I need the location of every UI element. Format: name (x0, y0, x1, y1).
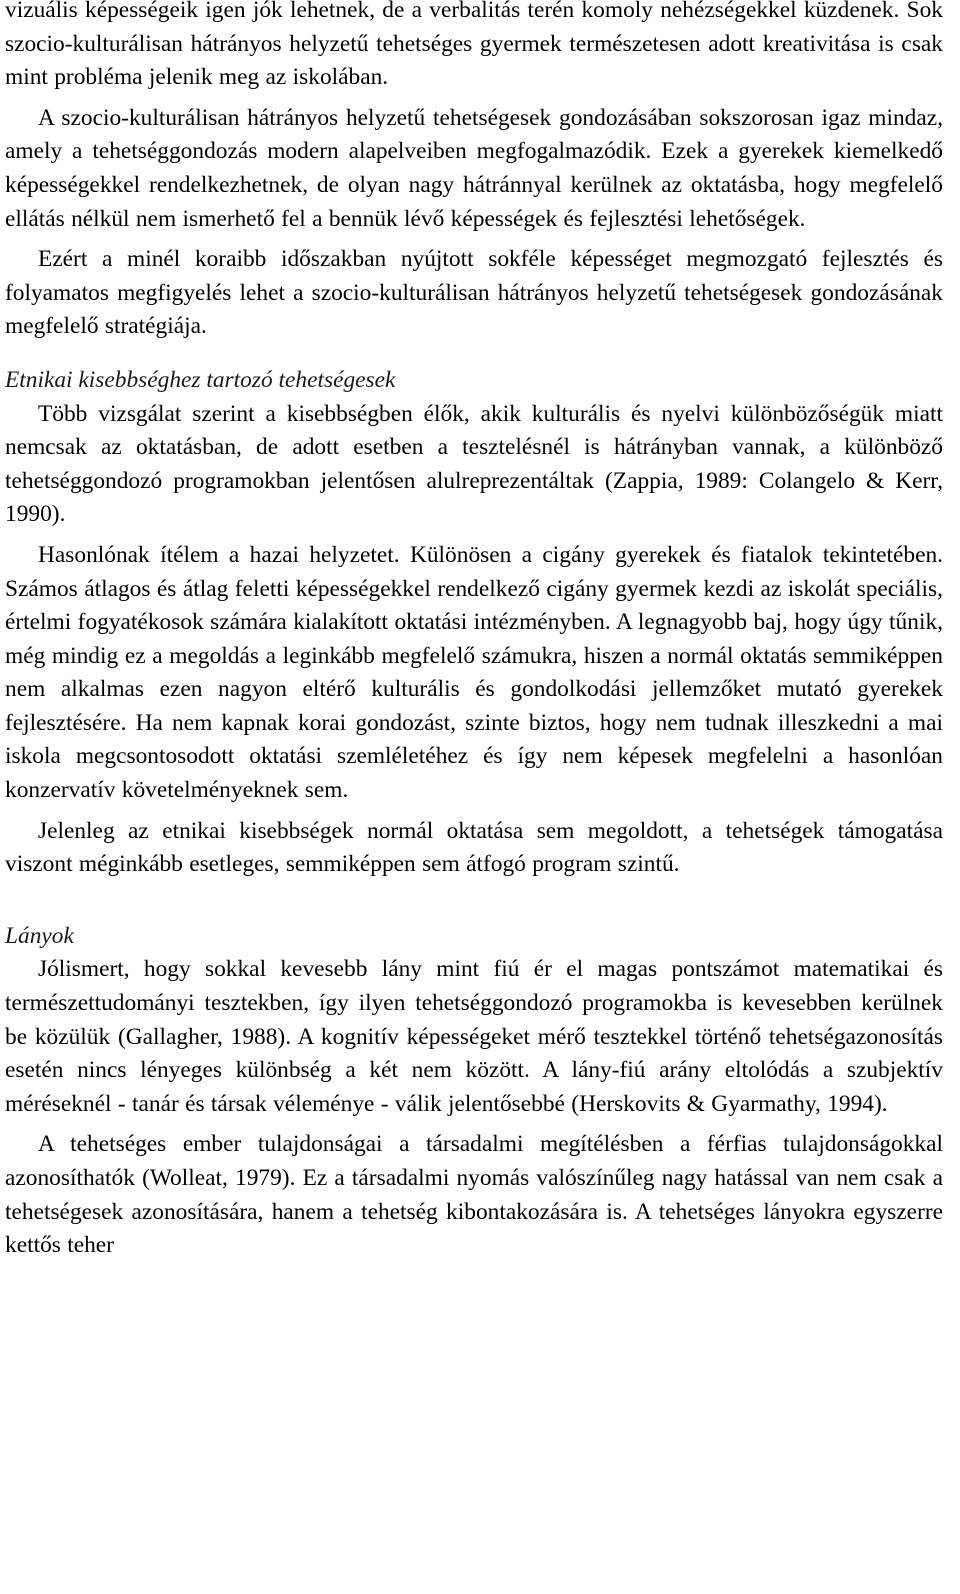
paragraph: Jelenleg az etnikai kisebbségek normál oktatása sem megoldott, a tehetségek támogatása viszont méginkább esetleges, semmiképpen sem átfogó program szintű. (5, 817, 943, 878)
paragraph: A tehetséges ember tulajdonságai a társadalmi megítélésben a férfias tulajdonságokkal azonosíthatók (Wolleat, 1979). Ez a társadalmi nyomás valószínűleg nagy hatással van nem csak a tehetségesek azonosítására, hanem a tehetség kibontakozására is. A tehetséges lányokra egyszerre kettős teher (5, 1131, 943, 1259)
paragraph: A szocio-kulturálisan hátrányos helyzetű tehetségesek gondozásában sokszorosan igaz mindaz, amely a tehetséggondozás modern alapelveiben megfogalmazódik. Ezek a gyerekek kiemelkedő képességekkel rendelkezhetnek, de olyan nagy hátránnyal kerülnek az oktatásba, hogy megfelelő ellátás nélkül nem ismerhető fel a bennük lévő képességek és fejlesztési lehetőségek. (5, 104, 943, 232)
paragraph: Több vizsgálat szerint a kisebbségben élők, akik kulturális és nyelvi különbözőségük miatt nemcsak az oktatásban, de adott esetben a tesztelésnél is hátrányban vannak, a különböző tehetséggondozó programokban jelentősen alulreprezentáltak (Zappia, 1989: Colangelo & Kerr, 1990). (5, 400, 943, 528)
paragraph: Hasonlónak ítélem a hazai helyzetet. Különösen a cigány gyerekek és fiatalok tekintetében. Számos átlagos és átlag feletti képességekkel rendelkező cigány gyermek kezdi az iskolát speciális, értelmi fogyatékosok számára kialakított oktatási intézményben. A legnagyobb baj, hogy úgy tűnik, még mindig ez a megoldás a leginkább megfelelő számukra, hiszen a normál oktatás semmiképpen nem alkalmas ezen nagyon eltérő kulturális és gondolkodási jellemzőket mutató gyerekek fejlesztésére. Ha nem kapnak korai gondozást, szinte biztos, hogy nem tudnak illeszkedni a mai iskola megcsontosodott oktatási szemléletéhez és így nem képesek megfelelni a hasonlóan konzervatív követelményeknek sem. (5, 541, 943, 804)
section-heading-girls: Lányok (5, 922, 74, 949)
paragraph: Jólismert, hogy sokkal kevesebb lány mint fiú ér el magas pontszámot matematikai és természettudományi tesztekben, így ilyen tehetséggondozó programokba is kevesebben kerülnek be közülük (Gallagher, 1988). A kognitív képességeket mérő tesztekkel történő tehetségazonosítás esetén nincs lényeges különbség a két nem között. A lány-fiú arány eltolódás a szubjektív méréseknél - tanár és társak véleménye - válik jelentősebbé (Herskovits & Gyarmathy, 1994). (5, 956, 943, 1117)
paragraph: Ezért a minél koraibb időszakban nyújtott sokféle képességet megmozgató fejlesztés és folyamatos megfigyelés lehet a szocio-kulturálisan hátrányos helyzetű tehetségesek gondozásának megfelelő stratégiája. (5, 246, 943, 340)
paragraph-continued: vizuális képességeik igen jók lehetnek, de a verbalitás terén komoly nehézségekkel küzdenek. Sok szocio-kulturálisan hátrányos helyzetű tehetséges gyermek természetesen adott kreativitása is csak mint probléma jelenik meg az iskolában. (5, 0, 943, 91)
document-page (5, 0, 943, 1270)
section-heading-ethnic-minorities: Etnikai kisebbséghez tartozó tehetségesek (5, 366, 396, 393)
